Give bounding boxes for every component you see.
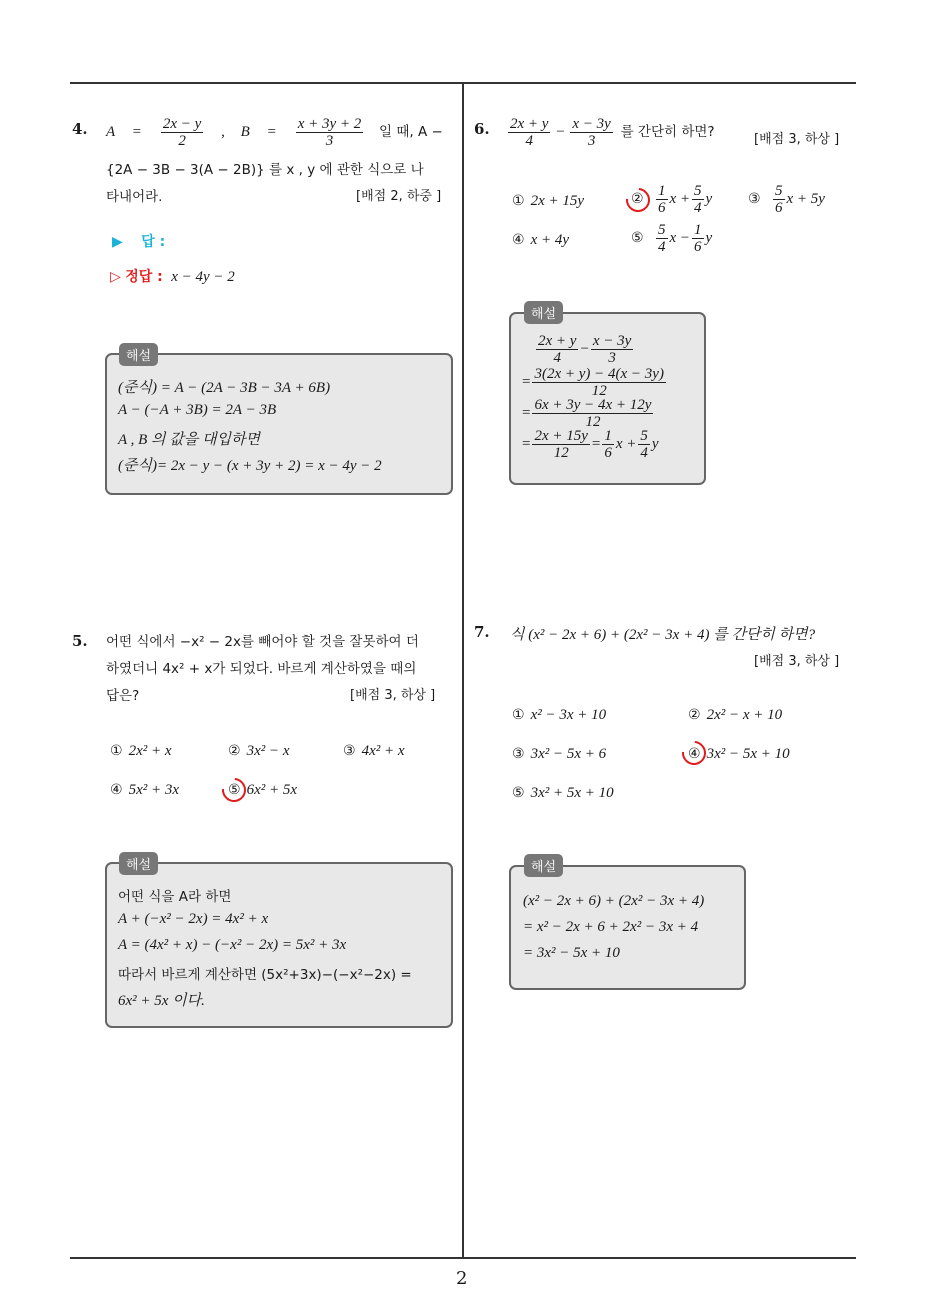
q5-line-2: 하였더니 4x² + x가 되었다. 바르게 계산하였을 때의 xyxy=(106,661,417,677)
score-meta: [배점 2, 하중 ] xyxy=(356,189,442,204)
choice-4[interactable]: ④ 3x² − 5x + 10 xyxy=(688,746,790,762)
choice-1[interactable]: ① 2x + 15y xyxy=(512,193,584,209)
explanation-line: A − (−A + 3B) = 2A − 3B xyxy=(118,402,277,418)
answer-row: ▶ 답 : xyxy=(112,234,166,250)
fraction: $\frac{5}{4}$ xyxy=(694,183,702,216)
column-divider xyxy=(462,82,464,1258)
outline-arrow-icon: ▷ xyxy=(110,269,121,285)
q6-line-1: $\frac{2x + y}{4}$ − $\frac{x - 3y}{3}$ 를 간단히 하면? xyxy=(510,116,715,149)
choice-5[interactable]: ⑤ 6x² + 5x xyxy=(228,782,297,798)
score-meta: [배점 3, 하상 ] xyxy=(350,688,436,703)
explanation-line: (x² − 2x + 6) + (2x² − 3x + 4) xyxy=(523,893,705,909)
explanation-line: (준식) = A − (2A − 3B − 3A + 6B) xyxy=(118,380,331,396)
fraction: $\frac{5}{6}$ xyxy=(775,183,783,216)
explanation-tab: 해설 xyxy=(524,301,563,324)
choice-3[interactable]: ③ $\frac{5}{6}$ x + 5y xyxy=(748,183,825,216)
play-arrow-icon: ▶ xyxy=(112,234,123,250)
fraction: $\frac{2x - y}{2}$ xyxy=(162,116,202,149)
choice-4[interactable]: ④ 5x² + 3x xyxy=(110,782,179,798)
q5-line-3: 답은? xyxy=(106,688,140,704)
fraction: $\frac{1}{6}$ xyxy=(658,183,666,216)
choice-2[interactable]: ② $\frac{1}{6}$ x + $\frac{5}{4}$ y xyxy=(631,183,713,216)
fraction: $\frac{x + 3y + 2}{3}$ xyxy=(297,116,362,149)
explanation-line: $\frac{2x + y}{4}$ − $\frac{x - 3y}{3}$ xyxy=(538,333,632,366)
choice-2[interactable]: ② 2x² − x + 10 xyxy=(688,707,783,723)
explanation-line: A + (−x² − 2x) = 4x² + x xyxy=(118,911,269,927)
question-number: 7. xyxy=(474,623,490,641)
choice-4[interactable]: ④ x + 4y xyxy=(512,232,569,248)
fraction: $\frac{1}{6}$ xyxy=(694,222,702,255)
fraction: $\frac{2x + 15y}{12}$ xyxy=(534,428,588,461)
q4-line-3: 타내어라. xyxy=(106,189,163,205)
choice-5[interactable]: ⑤ $\frac{5}{4}$ x − $\frac{1}{6}$ y xyxy=(631,222,713,255)
explanation-line: = $\frac{2x + 15y}{12}$ = $\frac{1}{6}$ x + $\frac{5}{4}$ y xyxy=(522,428,659,461)
explanation-line: 어떤 식을 A라 하면 xyxy=(118,889,232,905)
question-number: 6. xyxy=(474,120,490,138)
fraction: $\frac{5}{4}$ xyxy=(658,222,666,255)
explanation-line: = $\frac{3(2x + y) - 4(x - 3y)}{12}$ xyxy=(522,366,664,399)
choice-1[interactable]: ① 2x² + x xyxy=(110,743,172,759)
fraction: $\frac{2x + y}{4}$ xyxy=(538,333,577,366)
explanation-tab: 해설 xyxy=(119,343,158,366)
explanation-line: A = (4x² + x) − (−x² − 2x) = 5x² + 3x xyxy=(118,937,347,953)
page-number: 2 xyxy=(456,1268,468,1289)
question-number: 5. xyxy=(72,632,88,650)
fraction: $\frac{5}{4}$ xyxy=(640,428,648,461)
choice-5[interactable]: ⑤ 3x² + 5x + 10 xyxy=(512,785,614,801)
q4-line-2: {2A − 3B − 3(A − 2B)} 를 x , y 에 관한 식으로 나 xyxy=(106,162,424,178)
choice-3[interactable]: ③ 4x² + x xyxy=(343,743,405,759)
choice-3[interactable]: ③ 3x² − 5x + 6 xyxy=(512,746,607,762)
explanation-line: = $\frac{6x + 3y - 4x + 12y}{12}$ xyxy=(522,397,652,430)
fraction: $\frac{2x + y}{4}$ xyxy=(510,116,549,149)
explanation-line: 6x² + 5x 이다. xyxy=(118,993,205,1009)
score-meta: [배점 3, 하상 ] xyxy=(754,132,840,147)
explanation-tab: 해설 xyxy=(119,852,158,875)
fraction: $\frac{1}{6}$ xyxy=(604,428,612,461)
q4-line-1: A = $\frac{2x - y}{2}$ , B = $\frac{x + 3y + 2}{3}$ 일 때, A − xyxy=(106,116,443,149)
correct-answer-row: ▷ 정답 : x − 4y − 2 xyxy=(110,269,235,285)
answer-mark-icon xyxy=(217,773,251,807)
score-meta: [배점 3, 하상 ] xyxy=(754,654,840,669)
explanation-line: = x² − 2x + 6 + 2x² − 3x + 4 xyxy=(523,919,699,935)
q7-line-1: 식 (x² − 2x + 6) + (2x² − 3x + 4) 를 간단히 하면? xyxy=(510,627,816,643)
fraction: $\frac{x - 3y}{3}$ xyxy=(572,116,611,149)
question-number: 4. xyxy=(72,120,88,138)
explanation-line: 따라서 바르게 계산하면 (5x²+3x)−(−x²−2x) = xyxy=(118,967,412,983)
explanation-tab: 해설 xyxy=(524,854,563,877)
choice-1[interactable]: ① x² − 3x + 10 xyxy=(512,707,607,723)
q5-line-1: 어떤 식에서 −x² − 2x를 빼어야 할 것을 잘못하여 더 xyxy=(106,634,419,650)
explanation-line: = 3x² − 5x + 10 xyxy=(523,945,620,961)
answer-mark-icon xyxy=(677,736,711,770)
explanation-line: A , B 의 값을 대입하면 xyxy=(118,432,260,448)
explanation-line: (준식)= 2x − y − (x + 3y + 2) = x − 4y − 2 xyxy=(118,458,382,474)
choice-2[interactable]: ② 3x² − x xyxy=(228,743,290,759)
fraction: $\frac{x - 3y}{3}$ xyxy=(592,333,632,366)
bottom-rule xyxy=(70,1257,856,1259)
fraction: $\frac{6x + 3y - 4x + 12y}{12}$ xyxy=(534,397,652,430)
fraction: $\frac{3(2x + y) - 4(x - 3y)}{12}$ xyxy=(534,366,664,399)
